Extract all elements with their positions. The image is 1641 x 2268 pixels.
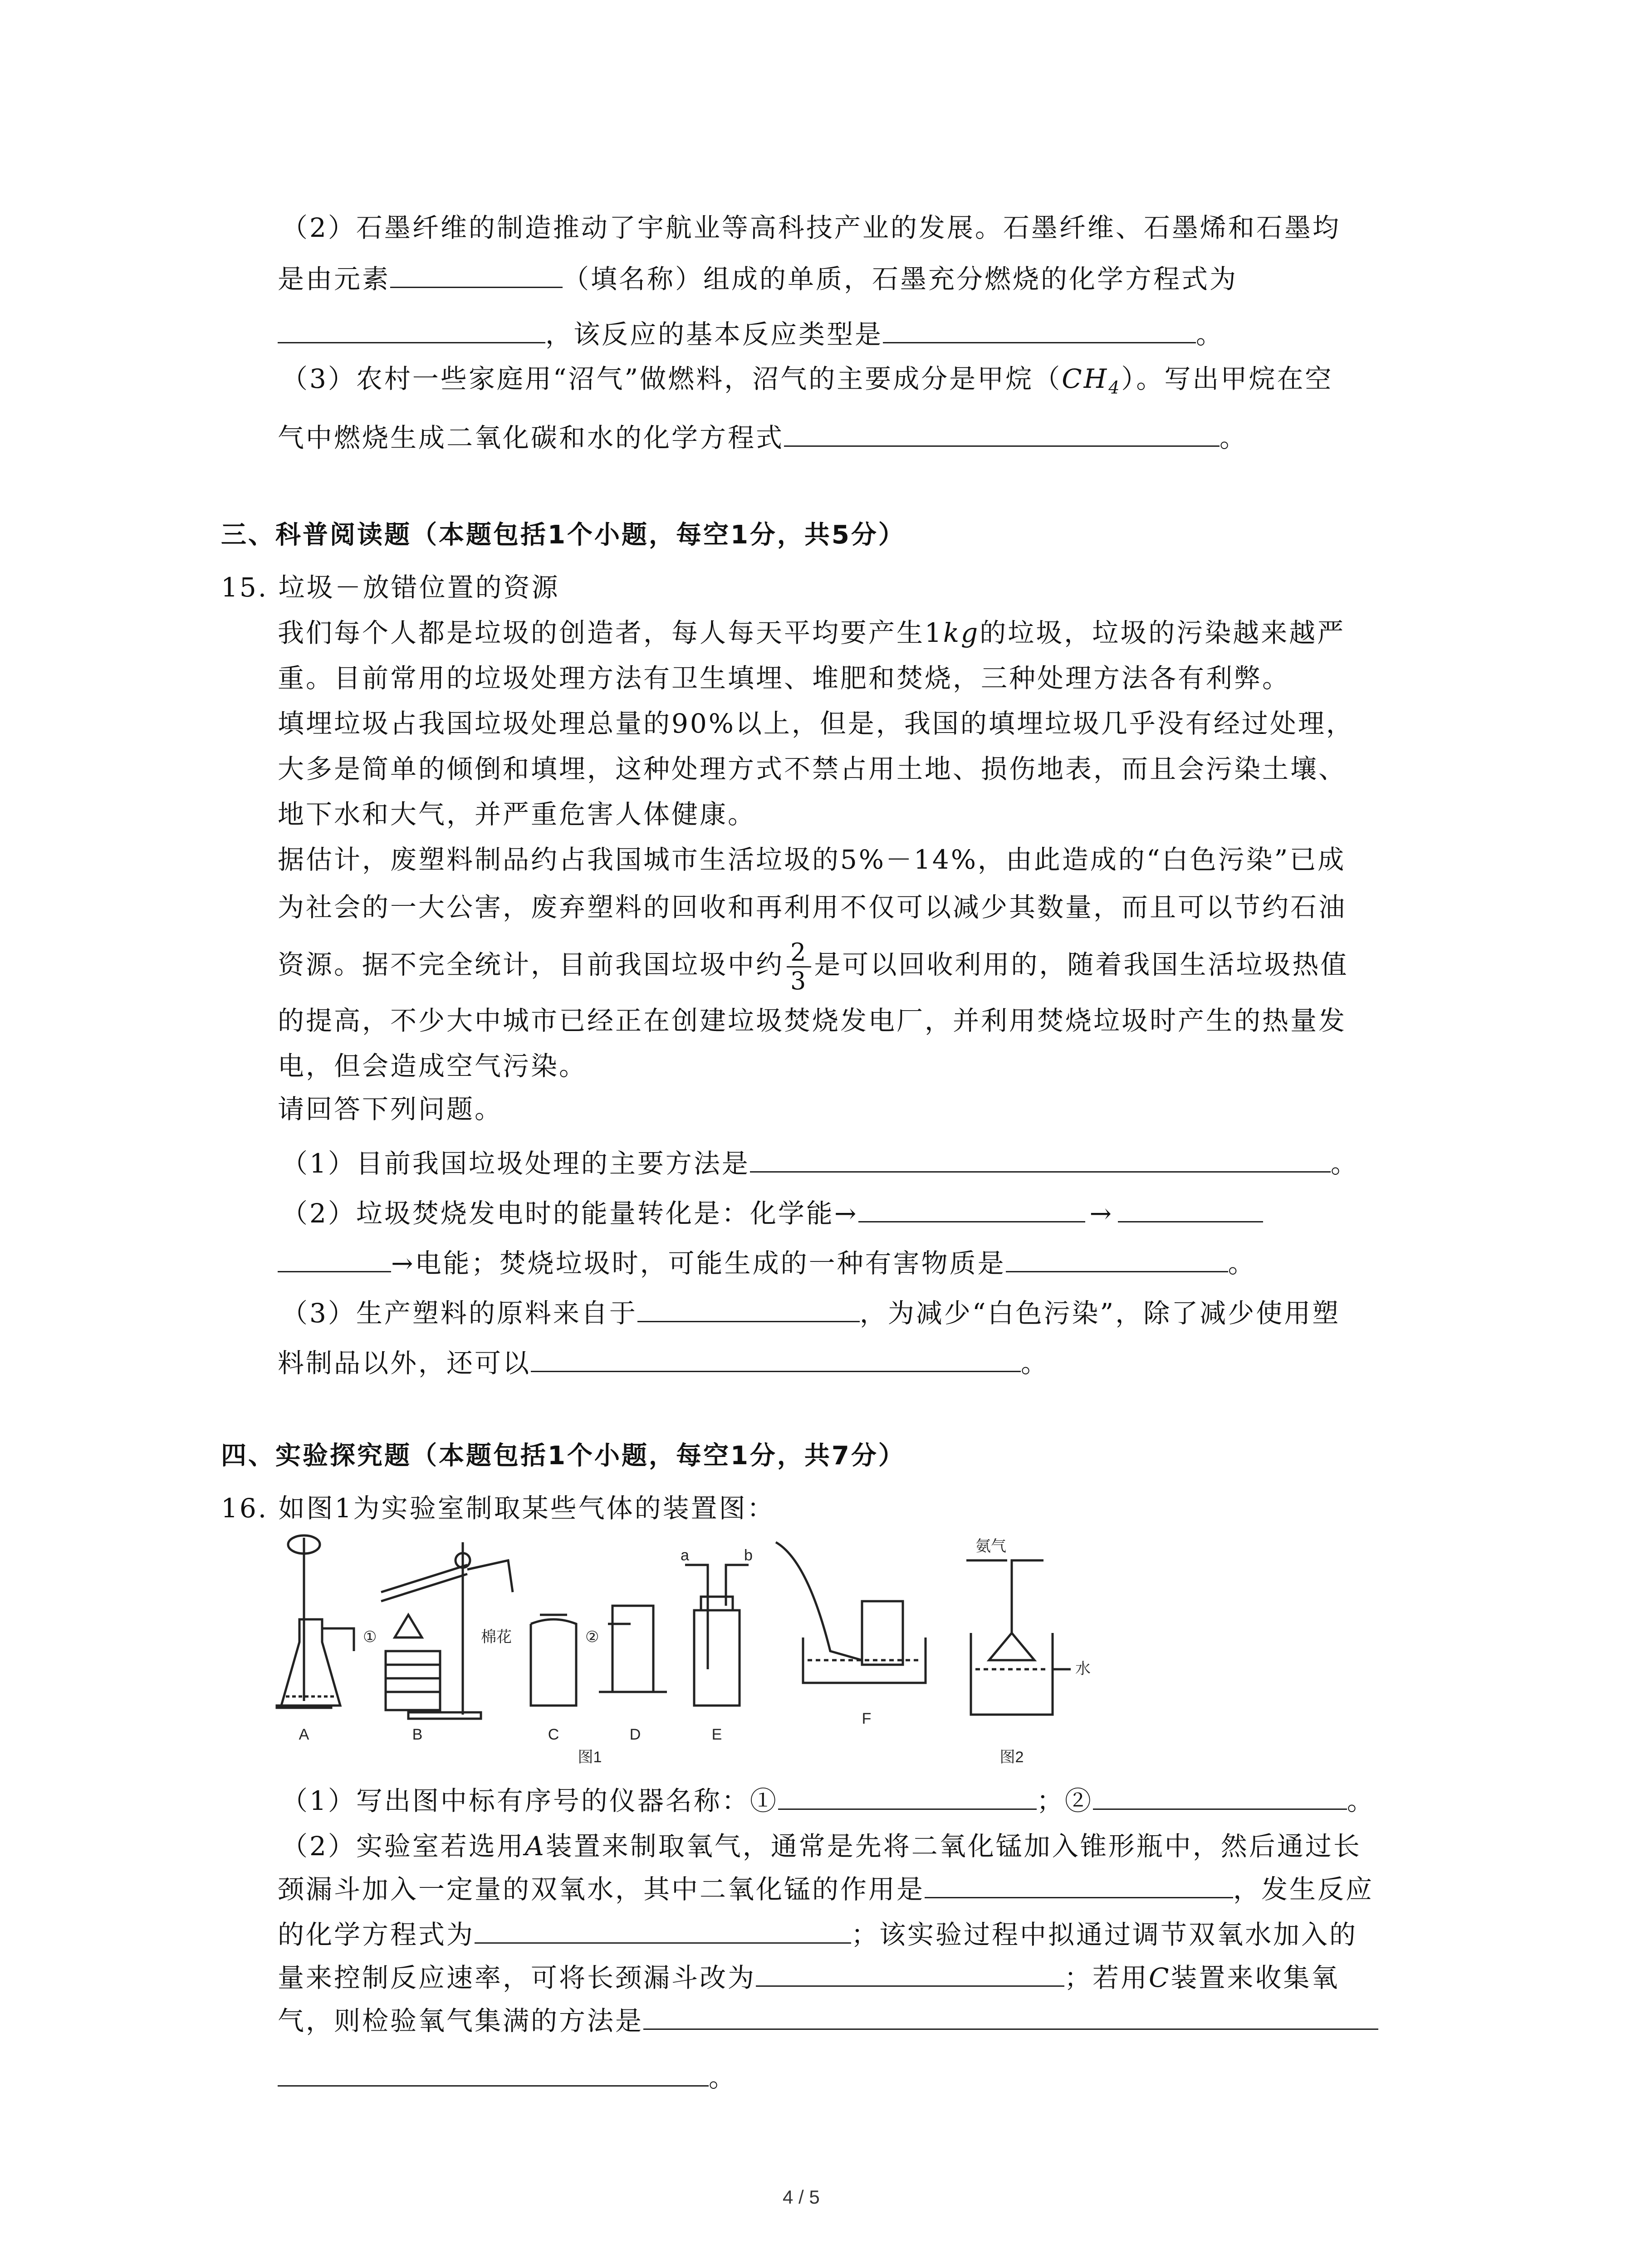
answer-blank[interactable] [778, 1783, 1037, 1810]
answer-blank[interactable] [784, 420, 1220, 447]
answer-blank[interactable] [756, 1960, 1064, 1987]
caption-fig1: 图1 [578, 1749, 602, 1766]
answer-blank[interactable] [475, 1917, 851, 1944]
apparatus-fig2 [966, 1560, 1071, 1715]
q14-part3-line1: （3）农村一些家庭用“沼气”做燃料，沼气的主要成分是甲烷$(CH_4)$。写出甲烷在空 [281, 363, 1333, 398]
q16-subq2-line6: 。 [278, 2059, 737, 2096]
answer-blank[interactable] [278, 1246, 391, 1272]
answer-blank[interactable] [1006, 1246, 1228, 1272]
q14-part2-line2: 是由元素 （填名称）组成的单质，石墨充分燃烧的化学方程式为 [278, 261, 1238, 297]
q15-para2-line3: 地下水和大气，并严重危害人体健康。 [278, 799, 756, 830]
fraction-two-thirds: $\frac{2}{3}$ [787, 939, 811, 995]
label-a: a [681, 1547, 689, 1564]
label-circle-1: ① [363, 1628, 377, 1646]
answer-blank[interactable] [643, 2003, 1378, 2030]
q16-subq2-line1: （2）实验室若选用A装置来制取氧气，通常是先将二氧化锰加入锥形瓶中，然后通过长 [281, 1831, 1362, 1862]
answer-blank[interactable] [883, 317, 1196, 343]
q15-para2-line1: 填埋垃圾占我国垃圾处理总量的90%以上，但是，我国的填埋垃圾几乎没有经过处理， [278, 708, 1354, 739]
q15-subq2-line1: （2）垃圾焚烧发电时的能量转化是：化学能→ → [281, 1195, 1263, 1232]
apparatus-E [685, 1565, 749, 1706]
q16-subq2-line5: 气，则检验氧气集满的方法是 [278, 2003, 1378, 2039]
q16-subq2-line2: 颈漏斗加入一定量的双氧水，其中二氧化锰的作用是 ，发生反应 [278, 1871, 1374, 1907]
label-water: 水 [1075, 1660, 1091, 1677]
q14-part2-line3: ，该反应的基本反应类型是 。 [278, 316, 1224, 352]
q15-para3-line5: 电，但会造成空气污染。 [278, 1051, 588, 1081]
q15-subq1: （1）目前我国垃圾处理的主要方法是 。 [281, 1145, 1359, 1182]
label-F: F [862, 1710, 872, 1727]
q15-prompt: 请回答下列问题。 [278, 1094, 503, 1124]
q15-para1-line1: 我们每个人都是垃圾的创造者，每人每天平均要产生1kg的垃圾，垃圾的污染越来越严 [278, 617, 1346, 648]
q15-header: 15. 垃圾－放错位置的资源 [221, 572, 560, 603]
label-A: A [299, 1726, 309, 1743]
label-D: D [629, 1726, 641, 1743]
q15-para1-line2: 重。目前常用的垃圾处理方法有卫生填埋、堆肥和焚烧，三种处理方法各有利弊。 [278, 663, 1291, 694]
q15-para3-line4: 的提高，不少大中城市已经正在创建垃圾焚烧发电厂，并利用焚烧垃圾时产生的热量发 [278, 1005, 1347, 1036]
answer-blank[interactable] [278, 317, 545, 343]
section-4-title: 四、实验探究题（本题包括1个小题，每空1分，共7分） [221, 1441, 906, 1471]
answer-blank[interactable] [1118, 1196, 1263, 1222]
q15-subq2-line2: →电能；焚烧垃圾时，可能生成的一种有害物质是 。 [278, 1245, 1256, 1281]
answer-blank[interactable] [531, 1345, 1021, 1372]
apparatus-D [599, 1606, 667, 1692]
q16-subq2-line3: 的化学方程式为 ；该实验过程中拟通过调节双氧水加入的 [278, 1916, 1357, 1953]
section-3-title: 三、科普阅读题（本题包括1个小题，每空1分，共5分） [221, 520, 906, 550]
label-b: b [744, 1547, 753, 1564]
q15-subq3-line2: 料制品以外，还可以 。 [278, 1345, 1049, 1381]
answer-blank[interactable] [390, 261, 563, 288]
answer-blank[interactable] [750, 1146, 1331, 1173]
label-cotton: 棉花 [481, 1628, 512, 1646]
label-B: B [412, 1726, 423, 1743]
q16-subq2-line4: 量来控制反应速率，可将长颈漏斗改为 ；若用C装置来收集氧 [278, 1960, 1339, 1996]
q15-para3-line2: 为社会的一大公害，废弃塑料的回收和再利用不仅可以减少其数量，而且可以节约石油 [278, 892, 1347, 923]
label-C: C [548, 1726, 559, 1743]
q15-para3-line3: 资源。据不完全统计，目前我国垃圾中约 $\frac{2}{3}$ 是可以回收利用的，随着我国生活垃圾热值 [278, 938, 1349, 995]
q15-subq3-line1: （3）生产塑料的原料来自于 ，为减少“白色污染”，除了减少使用塑 [281, 1295, 1340, 1331]
answer-blank[interactable] [1093, 1783, 1347, 1810]
q14-part3-line2: 气中燃烧生成二氧化碳和水的化学方程式 。 [278, 420, 1248, 456]
lab-apparatus-figure [272, 1533, 1452, 1769]
answer-blank[interactable] [637, 1295, 860, 1322]
q15-para3-line1: 据估计，废塑料制品约占我国城市生活垃圾的5%－14%，由此造成的“白色污染”已成 [278, 844, 1346, 875]
label-E: E [711, 1726, 722, 1743]
apparatus-F [776, 1542, 926, 1683]
caption-fig2: 图2 [999, 1749, 1024, 1766]
q14-part2-line1: （2）石墨纤维的制造推动了宇航业等高科技产业的发展。石墨纤维、石墨烯和石墨均 [281, 212, 1341, 243]
q16-header: 16. 如图1为实验室制取某些气体的装置图： [221, 1493, 775, 1524]
answer-blank[interactable] [278, 2060, 709, 2087]
label-circle-2: ② [585, 1628, 599, 1646]
page-number: 4 / 5 [783, 2186, 820, 2208]
apparatus-A [277, 1535, 354, 1708]
q16-subq1: （1）写出图中标有序号的仪器名称：① ；② 。 [281, 1783, 1375, 1819]
label-ammonia: 氨气 [975, 1538, 1006, 1555]
answer-blank[interactable] [858, 1196, 1085, 1222]
apparatus-C [531, 1615, 576, 1706]
answer-blank[interactable] [925, 1872, 1233, 1898]
q15-para2-line2: 大多是简单的倾倒和填埋，这种处理方式不禁占用土地、损伤地表，而且会污染土壤、 [278, 753, 1347, 784]
